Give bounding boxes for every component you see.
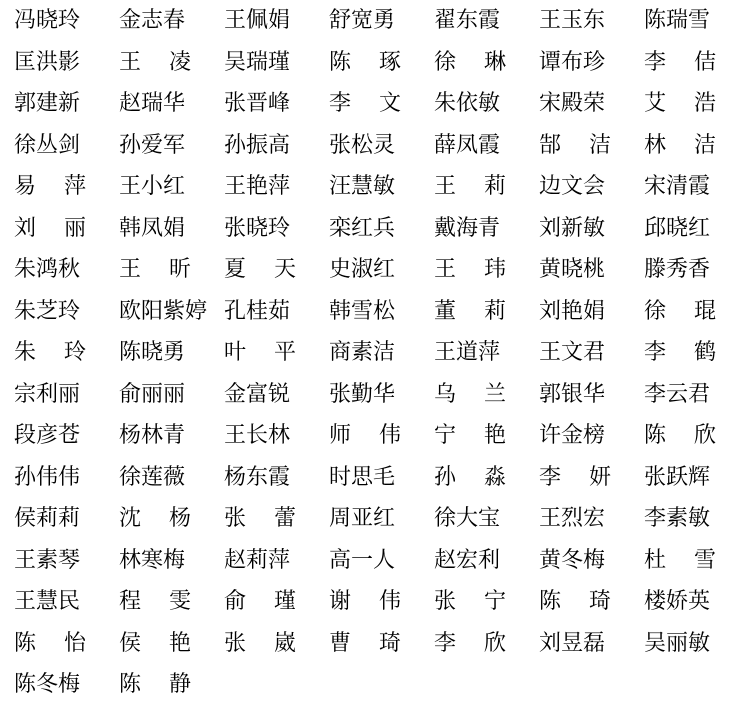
name-cell: 王艳萍 (224, 174, 291, 199)
name-cell: 史淑红 (329, 257, 396, 282)
name-cell: 舒宽勇 (329, 8, 396, 33)
name-row (14, 498, 748, 540)
name-cell: 叶平 (224, 340, 325, 365)
name-cell: 杨林青 (119, 423, 186, 448)
name-cell: 林洁 (644, 132, 745, 158)
name-cell: 程雯 (119, 589, 220, 614)
name-row (14, 540, 748, 582)
name-cell: 金志春 (119, 8, 186, 33)
name-cell: 王文君 (539, 340, 606, 365)
name-cell: 孙伟伟 (14, 464, 81, 490)
name-cell: 黄冬梅 (539, 547, 606, 573)
name-cell: 侯艳 (119, 630, 220, 656)
name-cell: 易萍 (14, 174, 115, 199)
name-cell: 董莉 (434, 298, 535, 324)
name-cell: 夏天 (224, 257, 325, 282)
name-cell: 许金榜 (539, 423, 606, 448)
name-cell: 艾浩 (644, 91, 745, 116)
name-cell: 陈欣 (644, 423, 745, 448)
name-cell: 陈琦 (539, 589, 640, 614)
name-cell: 宋殿荣 (539, 91, 606, 116)
name-row (14, 208, 748, 250)
name-cell: 欧阳紫婷 (119, 298, 208, 324)
name-row (14, 374, 748, 416)
name-cell: 王玉东 (539, 8, 606, 33)
name-cell: 高一人 (329, 547, 396, 573)
name-cell: 宗利丽 (14, 381, 81, 407)
name-cell: 谢伟 (329, 589, 430, 614)
name-row (14, 581, 748, 623)
name-cell: 徐莲薇 (119, 464, 186, 490)
name-cell: 王道萍 (434, 340, 501, 365)
name-cell: 张跃辉 (644, 464, 711, 490)
name-cell: 朱芝玲 (14, 298, 81, 324)
name-cell: 俞丽丽 (119, 381, 186, 407)
name-cell: 乌兰 (434, 381, 535, 407)
name-cell: 赵宏利 (434, 547, 501, 573)
name-cell: 师伟 (329, 423, 430, 448)
name-cell: 王素琴 (14, 547, 81, 573)
name-cell: 宁艳 (434, 423, 535, 448)
name-cell: 韩凤娟 (119, 215, 186, 241)
name-cell: 王玮 (434, 257, 535, 282)
name-cell: 陈冬梅 (14, 672, 81, 697)
name-row (14, 83, 748, 125)
name-cell: 王烈宏 (539, 506, 606, 531)
name-cell: 张晋峰 (224, 91, 291, 116)
name-cell: 楼娇英 (644, 589, 711, 614)
name-cell: 朱依敏 (434, 91, 501, 116)
name-cell: 周亚红 (329, 506, 396, 531)
name-cell: 滕秀香 (644, 257, 711, 282)
name-cell: 赵瑞华 (119, 91, 186, 116)
name-cell: 孙振高 (224, 132, 291, 158)
name-cell: 王佩娟 (224, 8, 291, 33)
name-cell: 林寒梅 (119, 547, 186, 573)
name-cell: 段彦苍 (14, 423, 81, 448)
name-cell: 李鹤 (644, 340, 745, 365)
name-cell: 王长林 (224, 423, 291, 448)
name-cell: 黄晓桃 (539, 257, 606, 282)
name-row (14, 664, 748, 706)
name-cell: 陈琢 (329, 49, 430, 75)
name-cell: 邱晓红 (644, 215, 711, 241)
name-cell: 李佶 (644, 49, 745, 75)
name-cell: 韩雪松 (329, 298, 396, 324)
name-cell: 刘昱磊 (539, 630, 606, 656)
name-cell: 杨东霞 (224, 464, 291, 490)
name-cell: 李素敏 (644, 506, 711, 531)
name-cell: 王凌 (119, 49, 220, 75)
name-cell: 薛凤霞 (434, 132, 501, 158)
name-cell: 边文会 (539, 174, 606, 199)
name-cell: 曹琦 (329, 630, 430, 656)
name-row (14, 623, 748, 665)
name-cell: 刘丽 (14, 215, 115, 241)
name-cell: 王慧民 (14, 589, 81, 614)
name-cell: 王莉 (434, 174, 535, 199)
name-cell: 朱鸿秋 (14, 257, 81, 282)
name-cell: 郭建新 (14, 91, 81, 116)
name-cell: 张宁 (434, 589, 535, 614)
name-cell: 商素洁 (329, 340, 396, 365)
name-cell: 谭布珍 (539, 49, 606, 75)
name-cell: 孔桂茹 (224, 298, 291, 324)
name-cell: 侯莉莉 (14, 506, 81, 531)
name-row (14, 415, 748, 457)
name-cell: 张勤华 (329, 381, 396, 407)
name-cell: 沈杨 (119, 506, 220, 531)
name-cell: 冯晓玲 (14, 8, 81, 33)
name-cell: 宋清霞 (644, 174, 711, 199)
name-cell: 陈静 (119, 672, 220, 697)
name-row (14, 457, 748, 499)
name-row (14, 42, 748, 84)
name-cell: 李欣 (434, 630, 535, 656)
name-cell: 栾红兵 (329, 215, 396, 241)
name-cell: 郭银华 (539, 381, 606, 407)
name-cell: 陈瑞雪 (644, 8, 711, 33)
name-row (14, 249, 748, 291)
name-row (14, 291, 748, 333)
name-cell: 吴丽敏 (644, 630, 711, 656)
name-cell: 赵莉萍 (224, 547, 291, 573)
name-row (14, 332, 748, 374)
name-cell: 李云君 (644, 381, 711, 407)
name-cell: 张蕾 (224, 506, 325, 531)
name-cell: 徐琳 (434, 49, 535, 75)
name-cell: 朱玲 (14, 340, 115, 365)
name-cell: 李文 (329, 91, 430, 116)
name-cell: 杜雪 (644, 547, 745, 573)
name-cell: 王昕 (119, 257, 220, 282)
name-cell: 翟东霞 (434, 8, 501, 33)
name-cell: 郜洁 (539, 132, 640, 158)
name-cell: 徐大宝 (434, 506, 501, 531)
name-cell: 匡洪影 (14, 49, 81, 75)
name-row (14, 125, 748, 167)
name-cell: 孙爱军 (119, 132, 186, 158)
name-cell: 金富锐 (224, 381, 291, 407)
name-cell: 张崴 (224, 630, 325, 656)
name-cell: 李妍 (539, 464, 640, 490)
name-list (14, 0, 748, 706)
name-cell: 孙淼 (434, 464, 535, 490)
name-cell: 陈怡 (14, 630, 115, 656)
name-row (14, 166, 748, 208)
name-cell: 吴瑞瑾 (224, 49, 291, 75)
name-row (14, 0, 748, 42)
name-cell: 戴海青 (434, 215, 501, 241)
name-cell: 刘艳娟 (539, 298, 606, 324)
name-cell: 刘新敏 (539, 215, 606, 241)
name-cell: 俞瑾 (224, 589, 325, 614)
name-cell: 徐琨 (644, 298, 745, 324)
name-cell: 王小红 (119, 174, 186, 199)
name-cell: 张松灵 (329, 132, 396, 158)
name-cell: 汪慧敏 (329, 174, 396, 199)
name-cell: 陈晓勇 (119, 340, 186, 365)
name-cell: 徐丛剑 (14, 132, 81, 158)
name-cell: 时思毛 (329, 464, 396, 490)
name-cell: 张晓玲 (224, 215, 291, 241)
